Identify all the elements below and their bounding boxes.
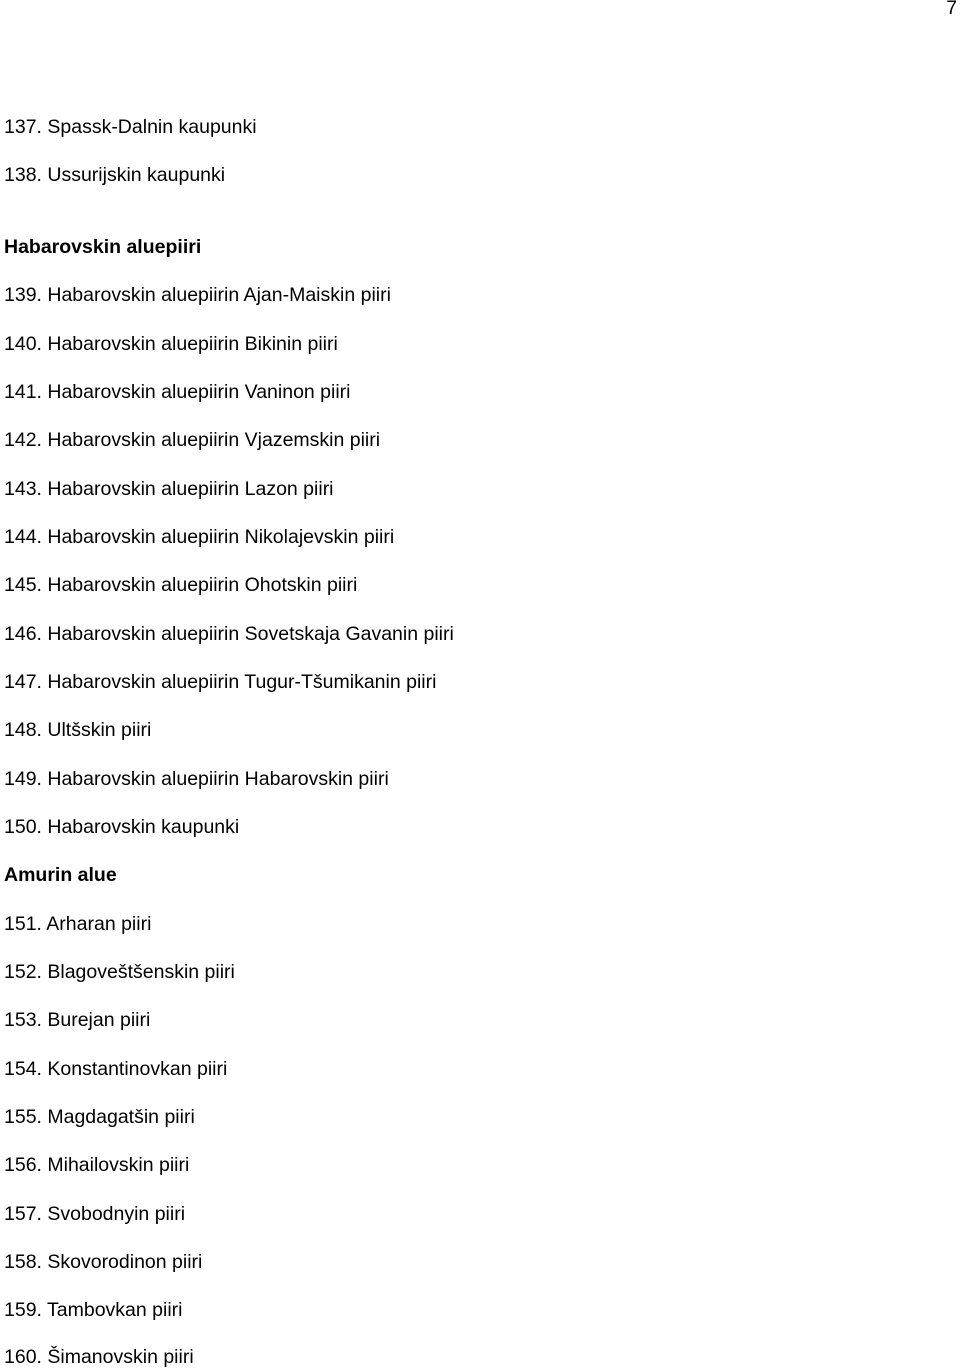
list-item: 155. Magdagatšin piiri	[4, 1106, 195, 1128]
list-item: 144. Habarovskin aluepiirin Nikolajevskin piiri	[4, 526, 395, 548]
list-item: 148. Ultšskin piiri	[4, 719, 152, 741]
list-item: 142. Habarovskin aluepiirin Vjazemskin piiri	[4, 429, 381, 451]
list-item: 154. Konstantinovkan piiri	[4, 1058, 228, 1080]
section-heading: Habarovskin aluepiiri	[4, 236, 202, 258]
list-item: 147. Habarovskin aluepiirin Tugur-Tšumikanin piiri	[4, 671, 437, 693]
list-item: 159. Tambovkan piiri	[4, 1299, 183, 1321]
list-item: 151. Arharan piiri	[4, 913, 152, 935]
list-item: 146. Habarovskin aluepiirin Sovetskaja Gavanin piiri	[4, 623, 454, 645]
section-heading: Amurin alue	[4, 864, 117, 886]
list-item: 153. Burejan piiri	[4, 1009, 151, 1031]
page-number: 7	[946, 0, 957, 19]
list-item: 143. Habarovskin aluepiirin Lazon piiri	[4, 478, 334, 500]
list-item: 157. Svobodnyin piiri	[4, 1203, 186, 1225]
list-item: 160. Šimanovskin piiri	[4, 1346, 194, 1368]
list-item: 150. Habarovskin kaupunki	[4, 816, 240, 838]
list-item: 145. Habarovskin aluepiirin Ohotskin piiri	[4, 574, 358, 596]
list-item: 137. Spassk-Dalnin kaupunki	[4, 116, 257, 138]
list-item: 138. Ussurijskin kaupunki	[4, 164, 226, 186]
list-item: 140. Habarovskin aluepiirin Bikinin piiri	[4, 333, 338, 355]
list-item: 152. Blagoveštšenskin piiri	[4, 961, 235, 983]
list-item: 158. Skovorodinon piiri	[4, 1251, 203, 1273]
list-item: 139. Habarovskin aluepiirin Ajan-Maiskin piiri	[4, 284, 391, 306]
list-item: 141. Habarovskin aluepiirin Vaninon piiri	[4, 381, 351, 403]
list-item: 156. Mihailovskin piiri	[4, 1154, 190, 1176]
list-item: 149. Habarovskin aluepiirin Habarovskin piiri	[4, 768, 389, 790]
